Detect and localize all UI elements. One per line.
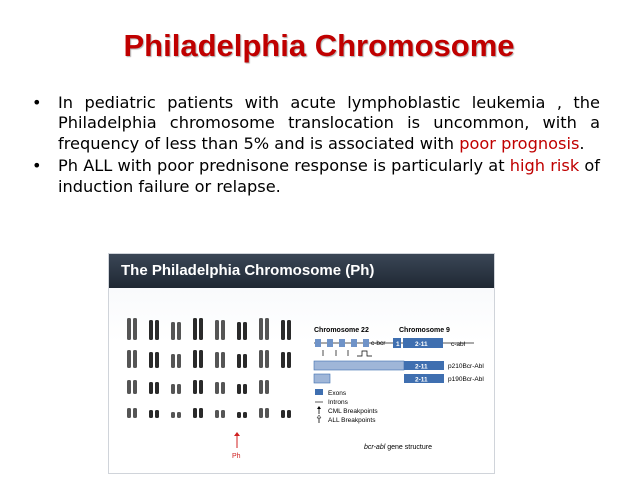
chromosome-glyph — [193, 380, 197, 394]
chromosome-glyph — [287, 410, 291, 418]
legend-all: ALL Breakpoints — [328, 417, 376, 424]
chromosome-glyph — [199, 408, 203, 418]
chromosome-glyph — [149, 320, 153, 340]
chromosome-glyph — [177, 322, 181, 340]
chromosome-glyph — [243, 412, 247, 418]
chromosome-glyph — [287, 320, 291, 340]
chromosome-glyph — [281, 352, 285, 368]
bullet-text: In pediatric patients with acute lymphoblastic leukemia , the Philadelphia chromosome translocation is uncommon, with a frequency of less than 5% and is associated with — [58, 93, 600, 153]
chromosome-glyph — [133, 350, 137, 368]
all-breakpoint-icon — [317, 415, 321, 423]
chromosome-glyph — [215, 382, 219, 394]
chromosome-glyph — [243, 322, 247, 340]
bullet-dot-icon: • — [32, 93, 42, 112]
chromosome-glyph — [193, 408, 197, 418]
chromosome-glyph — [193, 350, 197, 368]
chromosome-glyph — [221, 352, 225, 368]
figure-header: The Philadelphia Chromosome (Ph) — [109, 254, 494, 288]
chromosome-glyph — [259, 408, 263, 418]
chromosome-glyph — [221, 320, 225, 340]
chromosome-glyph — [133, 408, 137, 418]
bullet-item — [30, 156, 600, 197]
chromosome-glyph — [237, 384, 241, 394]
p210-label: p210Bcr-Abl — [448, 363, 484, 370]
chromosome-glyph — [221, 382, 225, 394]
chromosome-glyph — [127, 318, 131, 340]
chromosome-glyph — [243, 384, 247, 394]
chromosome-glyph — [281, 410, 285, 418]
chromosome-glyph — [177, 412, 181, 418]
gene-structure-row — [314, 338, 474, 348]
chromosome-glyph — [171, 354, 175, 368]
chromosome-glyph — [237, 412, 241, 418]
chromosome-glyph — [155, 410, 159, 418]
legend-cml: CML Breakpoints — [328, 408, 378, 415]
bullet-list — [30, 93, 600, 199]
legend — [315, 389, 378, 424]
chromosome-glyph — [243, 354, 247, 368]
bullet-dot-icon: • — [32, 156, 42, 176]
cml-breakpoint-icon — [317, 406, 321, 414]
chromosome-glyph — [127, 380, 131, 394]
chromosome-glyph — [259, 318, 263, 340]
bullet-item — [30, 93, 600, 154]
chromosome-glyph — [171, 412, 175, 418]
chromosome-glyph — [171, 322, 175, 340]
chromosome-glyph — [281, 320, 285, 340]
highlight-text: poor prognosis — [459, 133, 580, 153]
chromosome-glyph — [215, 352, 219, 368]
bullet-text-end: . — [579, 133, 585, 153]
figure-caption: bcr-abl gene structure — [364, 444, 432, 451]
slide-title: Philadelphia Chromosome — [123, 28, 515, 63]
chromosome-glyph — [193, 318, 197, 340]
chromosome-glyph — [199, 318, 203, 340]
chromosome-glyph — [177, 384, 181, 394]
chromosome-glyph — [215, 410, 219, 418]
exon1-label: 1 — [396, 341, 400, 348]
chromosome-glyph — [149, 382, 153, 394]
cabl-label: c-abl — [451, 341, 466, 348]
chromosome-glyph — [177, 354, 181, 368]
breakpoint-markers — [323, 350, 372, 356]
chromosome-glyph — [237, 322, 241, 340]
chromosome-glyph — [237, 354, 241, 368]
chromosome-glyph — [287, 352, 291, 368]
region-label: 2-11 — [415, 341, 428, 348]
cbcr-label: c-bcr — [371, 340, 386, 347]
p210-region-label: 2-11 — [415, 363, 428, 371]
chromosome-glyph — [215, 320, 219, 340]
figure-diagram — [109, 288, 494, 473]
ph-label: Ph — [232, 453, 241, 460]
chromosome-glyph — [171, 384, 175, 394]
chromosome-glyph — [265, 408, 269, 418]
chromosome-glyph — [127, 408, 131, 418]
legend-exons: Exons — [328, 390, 347, 397]
chromosome-glyph — [265, 350, 269, 368]
p190-region-label: 2-11 — [415, 376, 428, 384]
chromosome-glyph — [199, 380, 203, 394]
exon-swatch-icon — [315, 389, 323, 395]
chromosome-glyph — [133, 318, 137, 340]
chromosome-glyph — [259, 380, 263, 394]
ph-arrow-icon — [234, 432, 240, 448]
p190-label: p190Bcr-Abl — [448, 376, 484, 383]
chromosome-glyph — [149, 410, 153, 418]
chromosome-glyph — [127, 350, 131, 368]
bullet-text-end: of induction failure or relapse. — [58, 156, 601, 196]
chromosome-glyph — [155, 382, 159, 394]
karyotype-image — [127, 318, 291, 418]
chromosome-glyph — [155, 352, 159, 368]
chromosome22-label: Chromosome 22 — [314, 327, 369, 334]
chromosome-glyph — [265, 318, 269, 340]
chromosome-glyph — [199, 350, 203, 368]
chromosome-glyph — [265, 380, 269, 394]
legend-introns: Introns — [328, 399, 348, 406]
chromosome-glyph — [149, 352, 153, 368]
chromosome-glyph — [133, 380, 137, 394]
chromosome-glyph — [155, 320, 159, 340]
bullet-text: Ph ALL with poor prednisone response is particularly at — [58, 156, 510, 176]
chromosome9-label: Chromosome 9 — [399, 327, 450, 334]
highlight-text: high risk — [509, 156, 580, 176]
ph-chromosome-figure — [108, 253, 495, 474]
chromosome-glyph — [221, 410, 225, 418]
chromosome-glyph — [259, 350, 263, 368]
